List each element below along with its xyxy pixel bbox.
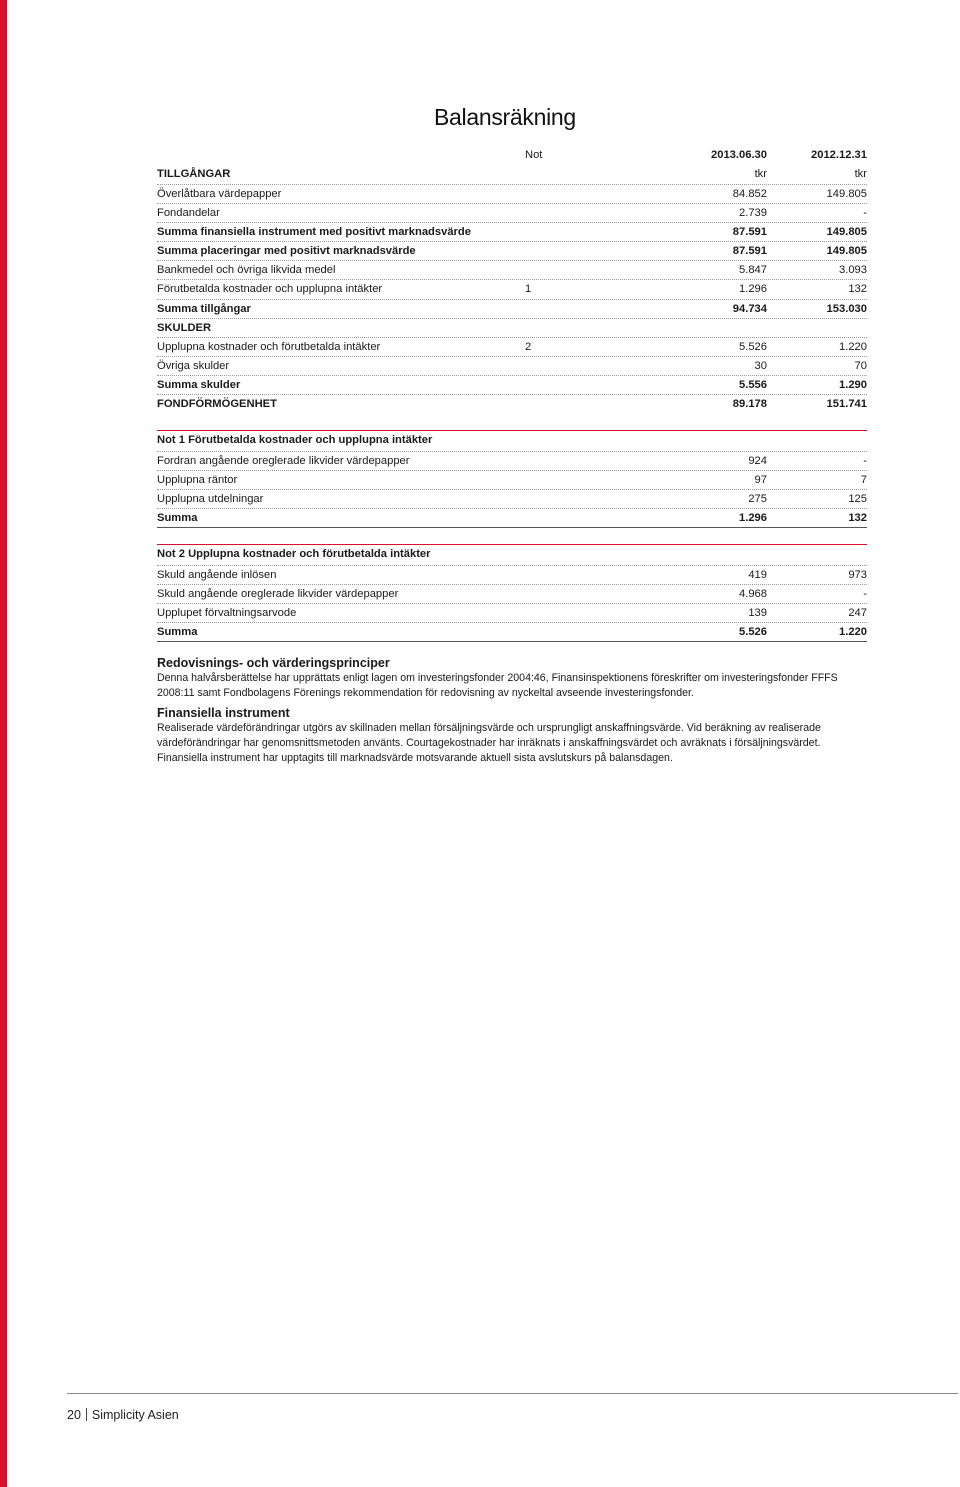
row-value-2013: 4.968 [739,588,767,600]
row-value-2013: 89.178 [732,398,767,410]
row-value-2013: 1.296 [739,283,767,295]
page-number: 20 [67,1408,81,1422]
row-label: TILLGÅNGAR [157,168,231,180]
row-label: Övriga skulder [157,360,230,372]
row-value-2013: 87.591 [732,245,767,257]
row-value-2013: 419 [748,569,767,581]
row-label: Upplupna utdelningar [157,493,264,505]
row-value-2012: 151.741 [826,398,867,410]
note2-sum-rule [157,641,867,642]
principles-text: Denna halvårsberättelse har upprättats enligt lagen om investeringsfonder 2004:46, Finansinspektionens föreskrifter om investeringsfonder FFFS 2008:11 samt Fondbolagens Förenings rekommendation för redovisning av nyckeltal avseende investeringsfonder. [157,672,838,699]
row-label: Fordran angående oreglerade likvider värdepapper [157,455,410,467]
note1-sum-rule [157,527,867,528]
row-value-2013: 139 [748,607,767,619]
row-value-2012: 149.805 [826,226,867,238]
row-value-2013: 97 [754,474,767,486]
row-label: Skuld angående inlösen [157,569,277,581]
header-col-2012: 2012.12.31 [811,149,867,161]
row-label: Upplupna kostnader och förutbetalda intäkter [157,341,381,353]
note1-title: Not 1 Förutbetalda kostnader och upplupna intäkter [157,434,433,446]
balance-row [157,318,867,338]
row-value-2012: 7 [860,474,867,486]
row-label: Summa skulder [157,379,241,391]
row-label: SKULDER [157,322,212,334]
footer-separator [86,1408,87,1421]
row-value-2012: - [863,455,867,467]
row-value-2013: 30 [754,360,767,372]
row-note: 1 [525,283,532,295]
row-value-2012: 132 [848,283,867,295]
page-footer [67,1408,179,1422]
row-value-2013: 87.591 [732,226,767,238]
row-value-2012: 149.805 [826,245,867,257]
row-value-2012: 1.220 [839,341,867,353]
balance-row [157,279,867,299]
row-label: FONDFÖRMÖGENHET [157,398,277,410]
header-note: Not [525,149,543,161]
row-label: Förutbetalda kostnader och upplupna intäkter [157,283,383,295]
row-note: 2 [525,341,532,353]
note2-sum-row [157,622,867,642]
note2-title: Not 2 Upplupna kostnader och förutbetalda intäkter [157,548,431,560]
row-label: Skuld angående oreglerade likvider värdepapper [157,588,399,600]
row-value-2012: 973 [848,569,867,581]
row-value-2013: 84.852 [732,188,767,200]
table-header [157,146,867,165]
balance-row [157,165,867,184]
row-label: Summa tillgångar [157,303,251,315]
instruments-text: Realiserade värdeförändringar utgörs av skillnaden mellan försäljningsvärde och ursprungligt anskaffningsvärde. Vid beräkning av realiserade värdeförändringar har genomsnittsmetoden använts. Courtagekostnader har inräknats i anskaffningsvärdet och avräknats i försäljningsvärdet. Finansiella instrument har upptagits till marknadsvärde motsvarande aktuell sista avslutskurs på balansdagen. [157,722,821,764]
balance-row [157,337,867,357]
balance-row [157,375,867,395]
balance-row [157,299,867,319]
fund-name: Simplicity Asien [91,1408,179,1422]
note1-row [157,489,867,509]
balance-row [157,356,867,376]
row-value-2013: 5.556 [739,379,767,391]
row-label: Upplupna räntor [157,474,238,486]
row-value-2013: 275 [748,493,767,505]
row-value-2012: 153.030 [826,303,867,315]
balance-row [157,241,867,261]
balance-row [157,184,867,204]
red-edge-bar [0,0,7,1487]
row-label: Summa finansiella instrument med positivt marknadsvärde [157,226,471,238]
row-label: Bankmedel och övriga likvida medel [157,264,336,276]
row-value-2013: 5.847 [739,264,767,276]
row-value-2013: 1.296 [739,512,767,524]
row-value-2012: 3.093 [839,264,867,276]
row-value-2012: 149.805 [826,188,867,200]
row-label: Överlåtbara värdepapper [157,188,282,200]
row-value-2012: 1.220 [839,626,867,638]
balance-row [157,394,867,414]
page-title: Balansräkning [434,104,576,130]
footer-rule [67,1393,958,1394]
row-value-2012: 247 [848,607,867,619]
row-label: Fondandelar [157,207,220,219]
row-label: Summa [157,626,198,638]
row-value-2013: 94.734 [732,303,767,315]
row-label: Summa placeringar med positivt marknadsvärde [157,245,416,257]
row-value-2012: 70 [854,360,867,372]
row-value-2012: tkr [854,168,867,180]
note2-row [157,603,867,623]
row-value-2013: 2.739 [739,207,767,219]
row-value-2013: 924 [748,455,767,467]
row-value-2012: 132 [848,512,867,524]
row-value-2012: 1.290 [839,379,867,391]
row-label: Summa [157,512,198,524]
balance-row [157,260,867,280]
instruments-heading: Finansiella instrument [157,706,290,720]
row-value-2013: 5.526 [739,626,767,638]
note2-row [157,584,867,604]
note2-row [157,565,867,585]
note1-row [157,470,867,490]
row-value-2012: 125 [848,493,867,505]
balance-row [157,222,867,242]
header-col-2013: 2013.06.30 [711,149,767,161]
row-value-2013: 5.526 [739,341,767,353]
row-label: Upplupet förvaltningsarvode [157,607,297,619]
balance-row [157,203,867,223]
row-value-2012: - [863,207,867,219]
principles-heading: Redovisnings- och värderingsprinciper [157,656,390,670]
row-value-2012: - [863,588,867,600]
note1-row [157,451,867,471]
row-value-2013: tkr [754,168,767,180]
note1-sum-row [157,508,867,528]
